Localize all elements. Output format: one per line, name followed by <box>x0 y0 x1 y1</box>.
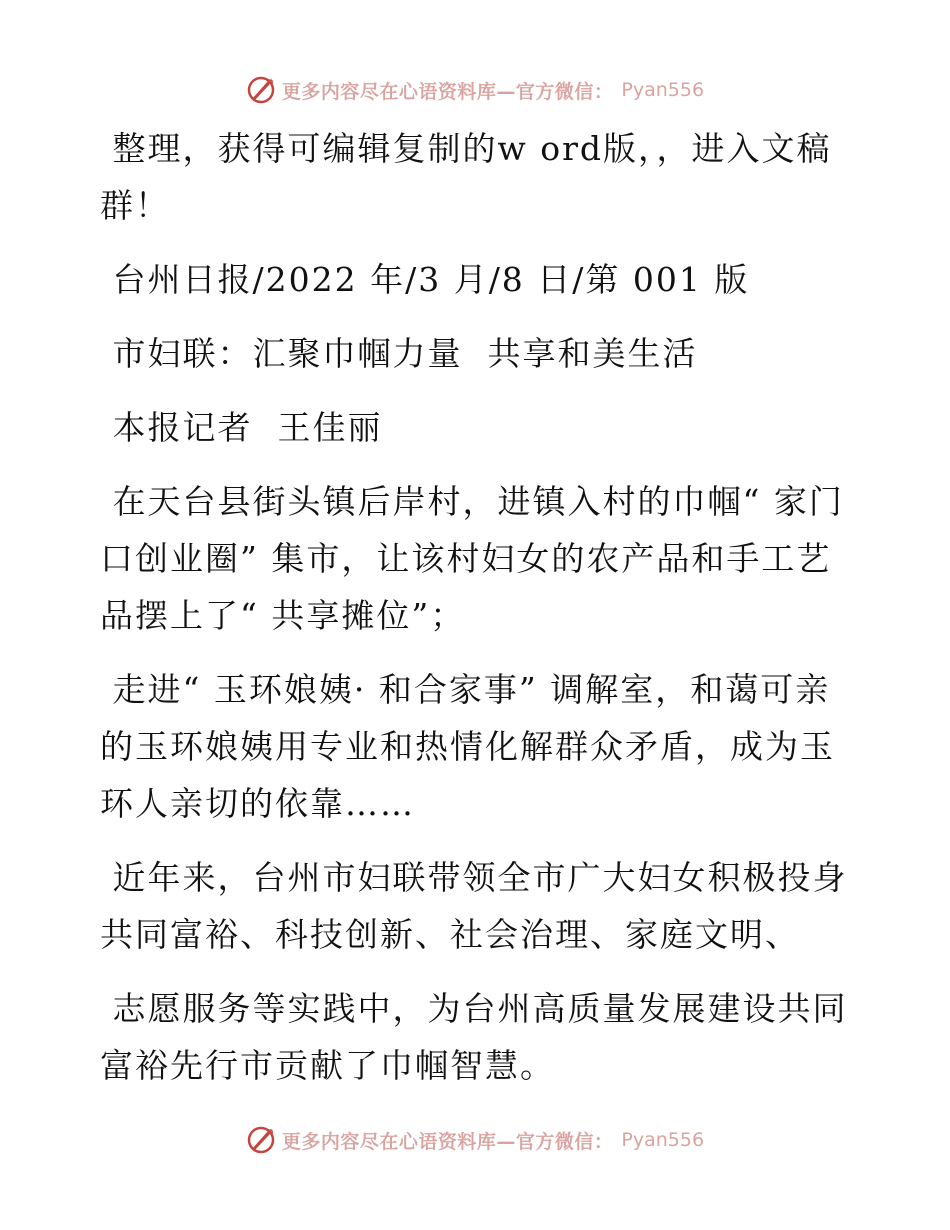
intro-line: 整理，获得可编辑复制的w ord版，，进入文稿群！ <box>100 129 832 225</box>
body-paragraph: 走进“ 玉环娘姨· 和合家事” 调解室，和蔼可亲的玉环娘姨用专业和热情化解群众矛盾，成为玉环人亲切的依靠…… <box>100 670 835 823</box>
watermark-wechat-id: Pyan556 <box>621 1129 705 1151</box>
quill-pen-logo-icon <box>246 75 276 105</box>
quill-pen-logo-icon <box>246 1125 276 1155</box>
watermark-footer <box>0 1120 950 1160</box>
byline: 本报记者 王佳丽 <box>100 408 383 447</box>
publication-line: 台州日报/2022 年/3 月/8 日/第 001 版 <box>100 260 750 299</box>
body-paragraph: 近年来，台州市妇联带领全市广大妇女积极投身共同富裕、科技创新、社会治理、家庭文明、 <box>100 858 848 954</box>
body-paragraph: 志愿服务等实践中，为台州高质量发展建设共同富裕先行市贡献了巾帼智慧。 <box>100 989 848 1085</box>
watermark-wechat-id: Pyan556 <box>621 79 705 101</box>
body-paragraph: 在天台县街头镇后岸村，进镇入村的巾帼“ 家门口创业圈” 集市，让该村妇女的农产品和手工艺品摆上了“ 共享摊位”； <box>100 482 844 635</box>
watermark-header <box>0 70 950 110</box>
watermark-text: 更多内容尽在心语资料库—官方微信： <box>281 80 614 103</box>
document-body <box>100 120 860 1111</box>
article-title: 市妇联：汇聚巾帼力量 共享和美生活 <box>100 334 698 373</box>
watermark-text: 更多内容尽在心语资料库—官方微信： <box>281 1130 614 1153</box>
